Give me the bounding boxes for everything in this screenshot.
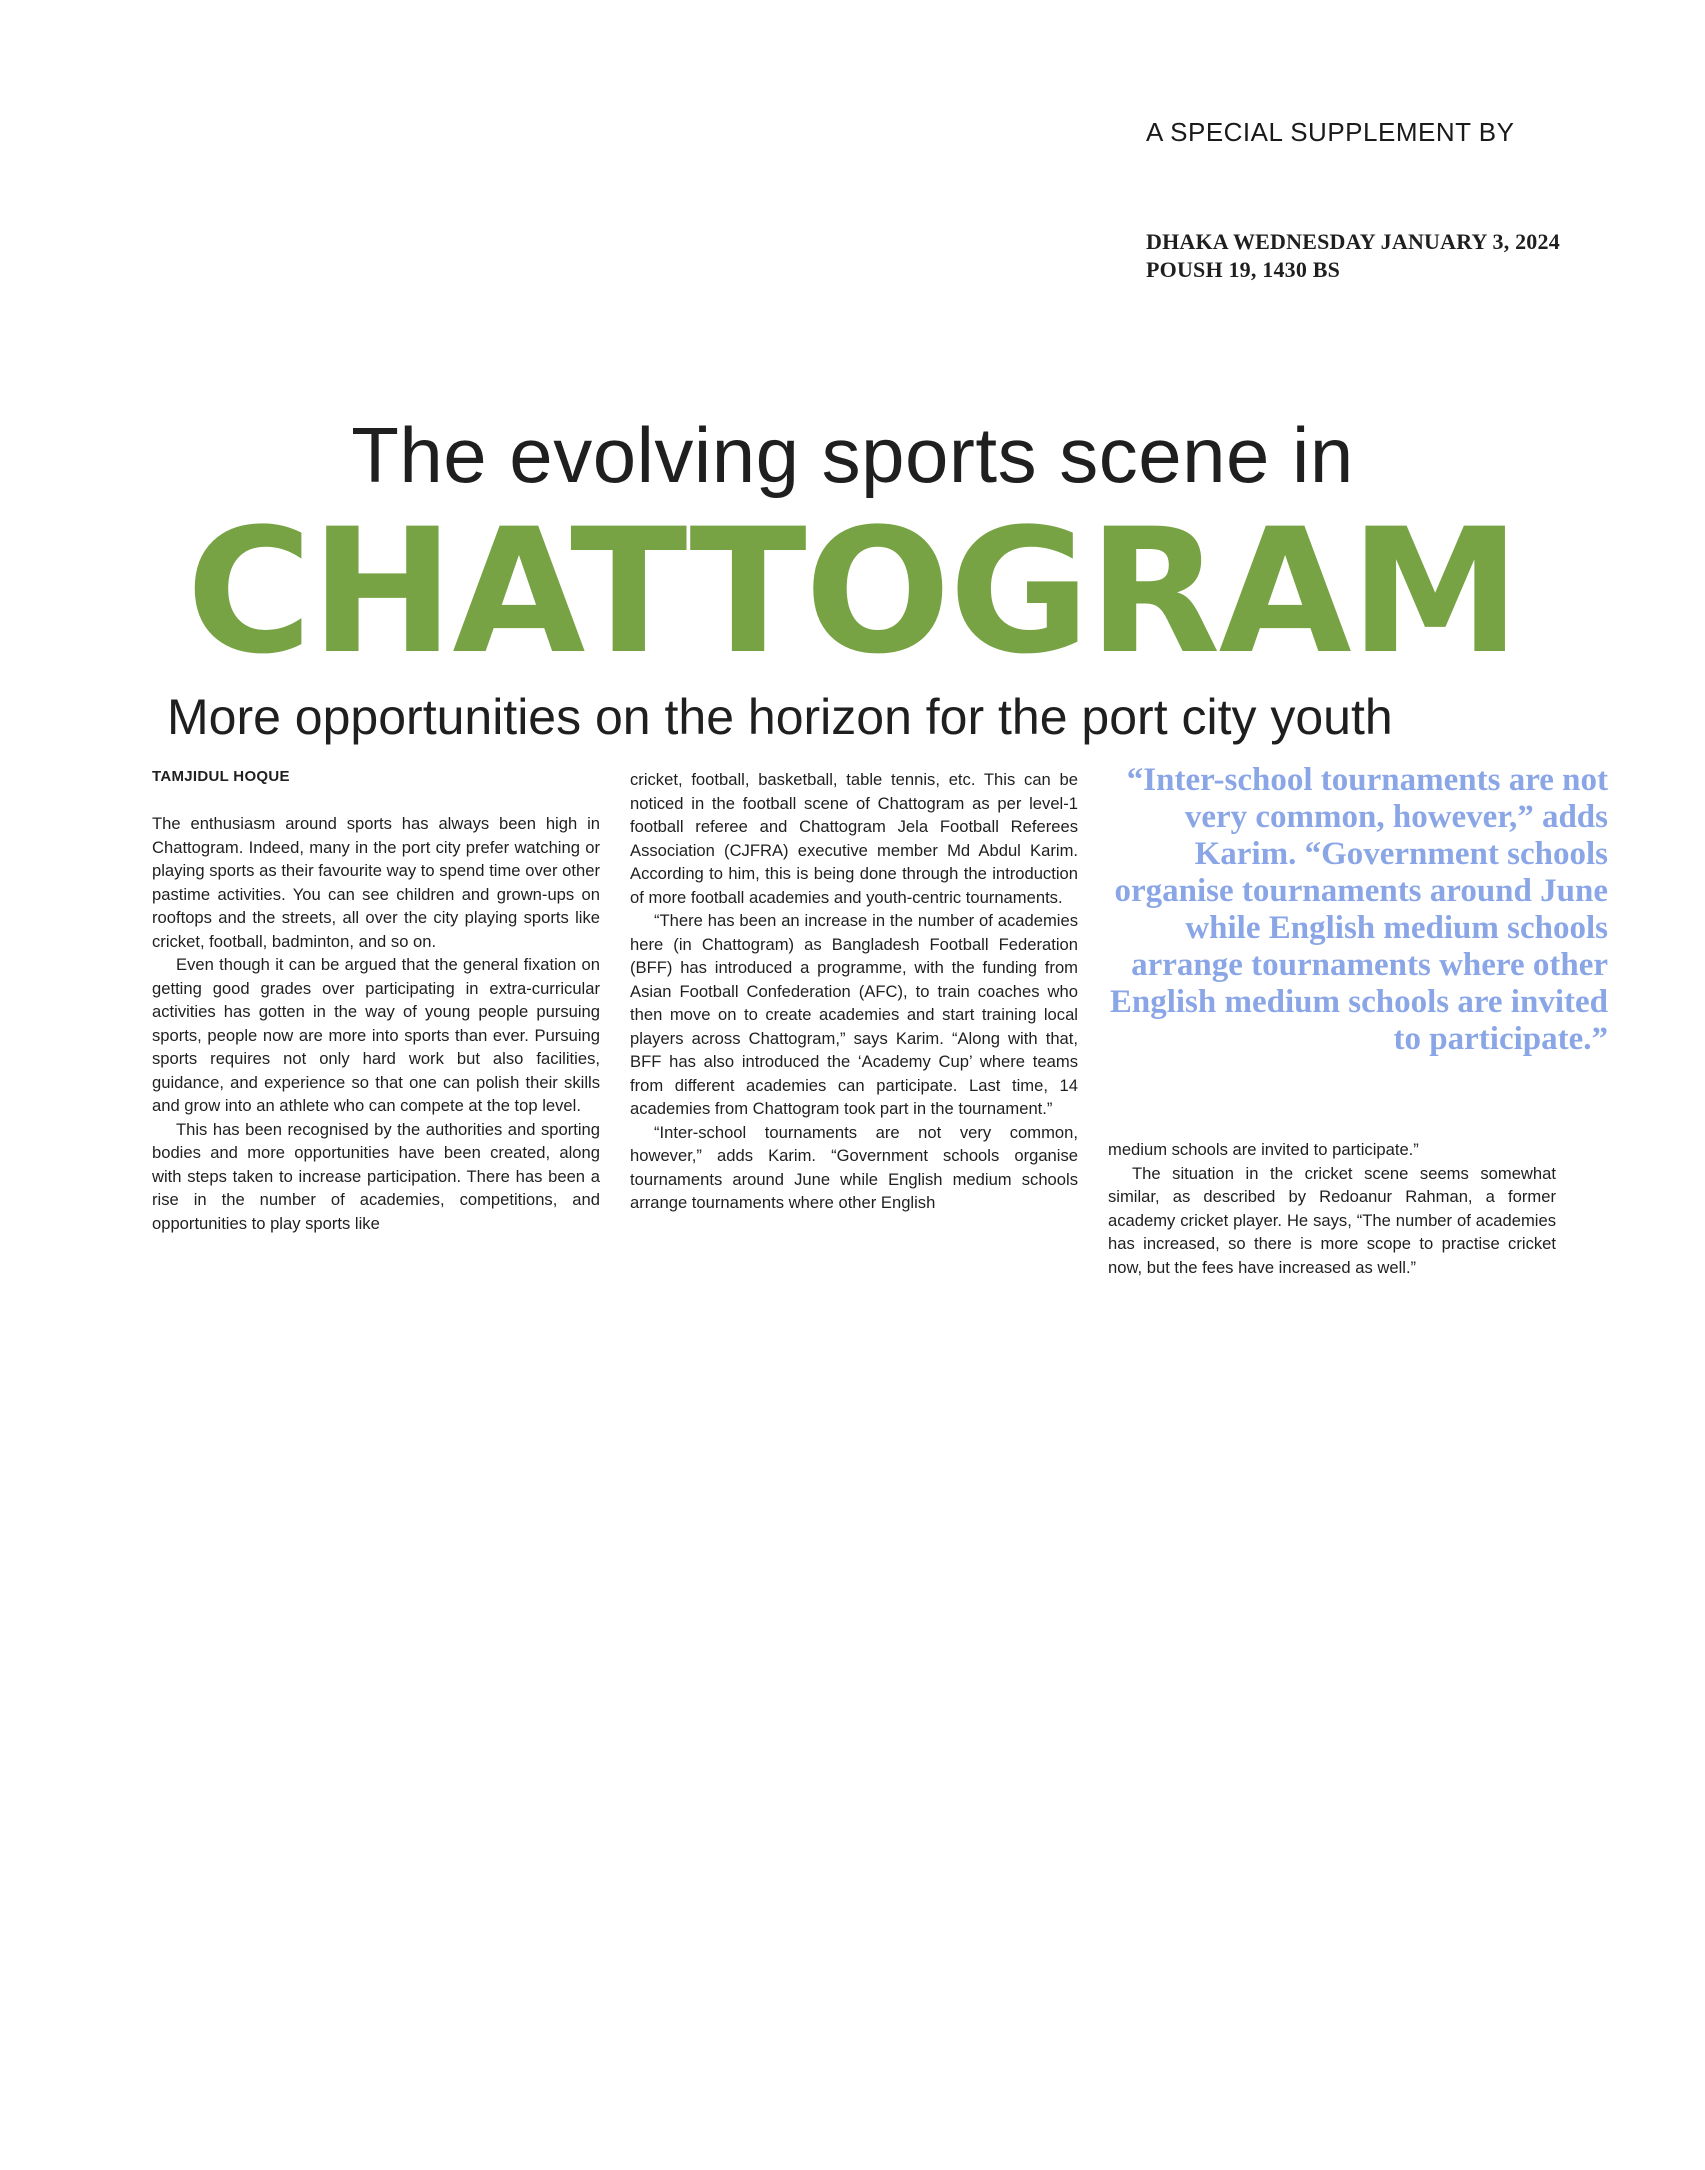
dateline-date: DHAKA WEDNESDAY JANUARY 3, 2024 — [1146, 229, 1560, 254]
article-headline: The evolving sports scene in — [351, 411, 1354, 499]
dateline-bengali-date: POUSH 19, 1430 BS — [1146, 257, 1341, 282]
article-deck: More opportunities on the horizon for the port city youth — [167, 689, 1393, 745]
dateline — [1146, 228, 1560, 284]
paragraph: The enthusiasm around sports has always been high in Chattogram. Indeed, many in the port city prefer watching or playing sports as their favourite way to spend time over other pastime activities. You can see children and grown-ups on rooftops and the streets, all over the city playing sports like cricket, football, badminton, and so on. — [152, 814, 600, 951]
paragraph: cricket, football, basketball, table tennis, etc. This can be noticed in the football scene of Chattogram as per level-1 football referee and Chattogram Jela Football Referees Association (CJFRA) executive member Md Abdul Karim. According to him, this is being done through the introduction of more football academies and youth-centric tournaments. — [630, 770, 1078, 907]
paragraph: Even though it can be argued that the general fixation on getting good grades over participating in extra-curricular activities has gotten in the way of young people pursuing sports, people now are more into sports than ever. Pursuing sports requires not only hard work but also facilities, guidance, and experience so that one can polish their skills and grow into an athlete who can compete at the top level. — [152, 955, 600, 1115]
article-column-3 — [1108, 1138, 1556, 1279]
pull-quote: “Inter-school tournaments are not very common, however,” adds Karim. “Government schools organise tournaments around June while English medium schools arrange tournaments where other English medium schools are invited to participate.” — [1109, 762, 1608, 1057]
article-column-2 — [630, 768, 1078, 1215]
article-column-1 — [152, 812, 600, 1235]
paragraph: “Inter-school tournaments are not very common, however,” adds Karim. “Government schools organise tournaments around June while English medium schools arrange tournaments where other English — [630, 1122, 1078, 1212]
paragraph: This has been recognised by the authorities and sporting bodies and more opportunities have been created, along with steps taken to increase participation. There has been a rise in the number of academies, competitions, and opportunities to play sports like — [152, 1119, 600, 1233]
supplement-label: A SPECIAL SUPPLEMENT BY — [1146, 117, 1515, 147]
byline: TAMJIDUL HOQUE — [152, 768, 290, 785]
paragraph: medium schools are invited to participate.” — [1108, 1140, 1419, 1159]
article-headline-city: CHATTOGRAM — [186, 491, 1519, 692]
paragraph: The situation in the cricket scene seems somewhat similar, as described by Redoanur Rahman, a former academy cricket player. He says, “The number of academies has increased, so there is more scope to practise cricket now, but the fees have increased as well.” — [1108, 1163, 1556, 1277]
paragraph: “There has been an increase in the number of academies here (in Chattogram) as Bangladesh Football Federation (BFF) has introduced a programme, with the funding from Asian Football Confederation (AFC), to train coaches who then move on to create academies and start training local players across Chattogram,” says Karim. “Along with that, BFF has also introduced the ‘Academy Cup’ where teams from different academies can participate. Last time, 14 academies from Chattogram took part in the tournament.” — [630, 911, 1078, 1118]
